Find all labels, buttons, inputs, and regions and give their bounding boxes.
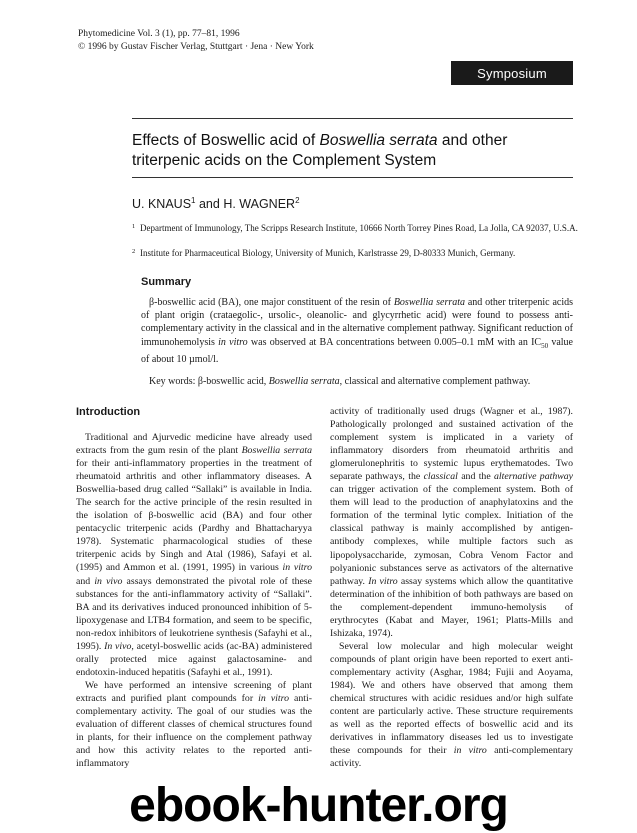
text-italic: in vivo <box>94 575 123 587</box>
article-title <box>132 131 573 171</box>
text-run: assay systems which allow the quantitative determination of the inhibition of both pathways are based on the complement-dependent immuno-hemolysis of erythrocytes (Kabat and Mayer, 1961; Platts-Mills and Ishizaka, 1974). <box>330 575 574 639</box>
journal-header <box>78 28 314 54</box>
text-run: and <box>76 575 95 587</box>
paragraph <box>330 405 573 640</box>
journal-citation: Phytomedicine Vol. 3 (1), pp. 77–81, 1996 <box>78 29 240 39</box>
text-run: Traditional and Ajurvedic medicine have already used extracts from the gum resin of the plant <box>76 432 312 457</box>
keywords <box>141 375 589 388</box>
title-bottom-rule <box>132 177 573 178</box>
author-and: and <box>195 197 224 211</box>
author-2-sup: 2 <box>295 196 300 205</box>
summary-s3-sub: 50 <box>541 341 549 350</box>
summary-s1-italic: Boswellia serrata <box>393 297 466 308</box>
text-run: assays demonstrated the pivotal role of these substances for the anti-inflammatory activity of “Sallaki”. BA and its derivatives induced pronounced inhibition of 5-lipoxygenase and LTB4 formation, and seem to be specific, non-redox inhibitors of leukotriene synthesis (Safayhi et al., 1995). <box>76 575 312 652</box>
title-top-rule <box>132 118 573 119</box>
text-run: for their anti-inflammatory properties in the treatment of rheumatoid arthritis and other inflammatory diseases. A Boswellia-based drug called “Sallaki” is available in India. The search for the active principle of the resin resulted in the isolation of β-boswellic acid (BA) and four other pentacyclic triterpenic acids (Pardhy and Bhattacharyya 1978). Systematic pharmacological studies of these triterpenic acids by Singh and Atal (1986), Safayi et al. (1995) and Ammon et al. (1991, 1995) in various <box>76 458 312 574</box>
summary-s2: and other triterpenic acids of plant origin (crataegolic-, ursolic-, oleanolic- and glycyrrhetic acid) were found to possess anti-complementary activity in the classical and in the alternative complement pathway. Significant reduction of immunohemolysis <box>141 297 573 348</box>
author-1-sup: 1 <box>191 196 196 205</box>
summary-s3: was observed at BA concentrations between 0.005–0.1 mM with an IC <box>247 336 542 348</box>
authors <box>132 196 300 211</box>
text-italic: alternative pathway <box>494 471 574 483</box>
author-1: U. KNAUS <box>132 197 192 211</box>
affiliation-1 <box>132 222 584 234</box>
affiliation-text: Institute for Pharmaceutical Biology, University of Munich, Karlstrasse 29, D-80333 Munich, Germany. <box>140 248 516 258</box>
text-run: and the <box>457 471 495 483</box>
text-run: anti-complementary activity. The goal of our studies was the evaluation of different classes of chemical structures found in plants, for their influence on the complement pathway and how this activity relates to the reported anti-inflammatory <box>76 692 312 770</box>
watermark: ebook-hunter.org <box>129 779 508 832</box>
text-italic: in vitro <box>453 745 487 757</box>
body-column-left <box>76 431 312 770</box>
title-italic: Boswellia serrata <box>319 132 438 149</box>
paragraph <box>330 640 573 770</box>
summary-s2-italic: in vitro <box>218 336 248 348</box>
text-italic: classical <box>423 471 458 483</box>
keywords-2: , classical and alternative complement pathway. <box>339 376 531 387</box>
journal-copyright: © 1996 by Gustav Fischer Verlag, Stuttgart · Jena · New York <box>78 42 314 52</box>
affiliation-num: 2 <box>132 248 136 255</box>
body-column-right <box>330 405 573 770</box>
text-run: anti-complementary activity. <box>330 745 573 770</box>
affiliation-num: 1 <box>132 223 136 230</box>
text-italic: in vitro <box>258 692 289 704</box>
summary-heading: Summary <box>141 276 192 288</box>
section-label: Symposium <box>451 61 573 85</box>
introduction-heading: Introduction <box>76 406 141 418</box>
paragraph <box>76 679 312 770</box>
text-italic: In vitro <box>368 575 398 587</box>
text-italic: Boswellia serrata <box>241 445 312 457</box>
paragraph <box>76 431 312 679</box>
summary-s1: β-boswellic acid (BA), one major constituent of the resin of <box>149 297 394 308</box>
title-text-1: Effects of Boswellic acid of <box>132 132 320 149</box>
summary-text <box>141 296 573 366</box>
author-2: H. WAGNER <box>223 197 296 211</box>
keywords-1: Key words: β-boswellic acid, <box>149 376 269 387</box>
text-run: activity of traditionally used drugs (Wagner et al., 1987). Pathologically prolonged and sustained activation of the complement system is implicated in a variety of inflammatory disorders from rheumatoid arthritis and glomerulonephritis to systemic lupus erythematodes. Two separate pathways, the <box>330 406 573 483</box>
text-run: We have performed an intensive screening of plant extracts and purified plant compounds for <box>76 679 312 704</box>
text-run: can trigger activation of the complement system. Both of them will lead to the production of anaphylatoxins and the formation of the terminal lytic complex. Initiation of the classical pathway is mainly accomplished by antigen-antibody complexes, while multiple factors such as lipopolysaccharide, zymosan, Cobra Venom Factor and polyanionic substances serve as activators of the alternative pathway. <box>330 484 573 587</box>
text-run: Several low molecular and high molecular weight compounds of plant origin have been reported to exert anti-complementary activity (Asghar, 1984; Fujii and Aoyama, 1984). We and others have observed that among them chemical structures with acidic residues and/or high sulfate content are particularly active. These structure requirements as well as the reported effects of boswellic acid and its derivatives in inflammatory diseases led us to investigate these compounds for their <box>330 640 573 757</box>
summary-s4: value of about 10 µmol/l. <box>141 336 573 365</box>
text-italic: In vivo <box>104 640 132 652</box>
keywords-italic: Boswellia serrata <box>268 376 340 387</box>
affiliation-2 <box>132 247 584 259</box>
title-text-2: and other triterpenic acids on the Complement System <box>132 132 508 169</box>
text-run: , acetyl-boswellic acids (ac-BA) administered orally protected mice against galactosamine- and endotoxin-induced hepatitis (Safayhi et al., 1991). <box>76 640 312 678</box>
affiliation-text: Department of Immunology, The Scripps Research Institute, 10666 North Torrey Pines Road, La Jolla, CA 92037, U.S.A. <box>140 223 578 233</box>
text-italic: in vitro <box>282 562 312 574</box>
